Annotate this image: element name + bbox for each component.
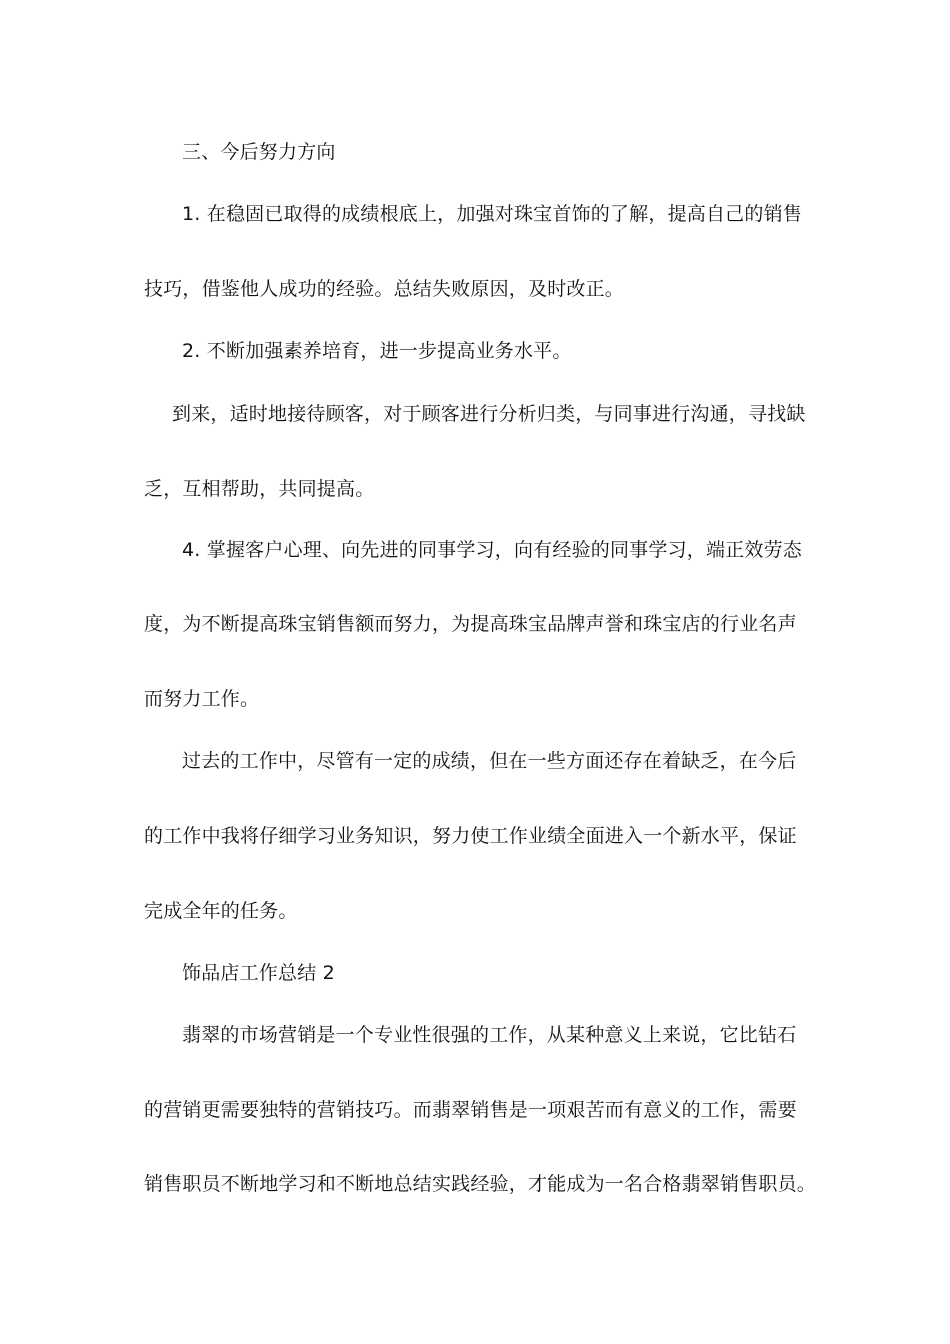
- paragraph-line: 1. 在稳固已取得的成绩根底上，加强对珠宝首饰的了解，提高自己的销售: [182, 203, 802, 225]
- paragraph-line: 乏，互相帮助，共同提高。: [144, 478, 375, 500]
- paragraph-line: 到来，适时地接待顾客，对于顾客进行分析归类，与同事进行沟通，寻找缺: [172, 403, 806, 425]
- paragraph-line: 翡翠的市场营销是一个专业性很强的工作，从某种意义上来说，它比钻石: [182, 1024, 797, 1046]
- paragraph-line: 2. 不断加强素养培育，进一步提高业务水平。: [182, 340, 572, 362]
- paragraph-line: 完成全年的任务。: [144, 900, 298, 922]
- paragraph-line: 过去的工作中，尽管有一定的成绩，但在一些方面还存在着缺乏，在今后: [182, 750, 797, 772]
- section-heading: 三、今后努力方向: [182, 141, 336, 163]
- section-heading: 饰品店工作总结 2: [182, 962, 335, 984]
- paragraph-line: 技巧，借鉴他人成功的经验。总结失败原因，及时改正。: [144, 278, 625, 300]
- paragraph-line: 4. 掌握客户心理、向先进的同事学习，向有经验的同事学习，端正效劳态: [182, 539, 802, 561]
- paragraph-line: 度，为不断提高珠宝销售额而努力，为提高珠宝品牌声誉和珠宝店的行业名声: [144, 613, 797, 635]
- paragraph-line: 的工作中我将仔细学习业务知识，努力使工作业绩全面进入一个新水平，保证: [144, 825, 797, 847]
- paragraph-line: 销售职员不断地学习和不断地总结实践经验，才能成为一名合格翡翠销售职员。: [144, 1173, 817, 1195]
- paragraph-line: 的营销更需要独特的营销技巧。而翡翠销售是一项艰苦而有意义的工作，需要: [144, 1099, 797, 1121]
- paragraph-line: 而努力工作。: [144, 688, 260, 710]
